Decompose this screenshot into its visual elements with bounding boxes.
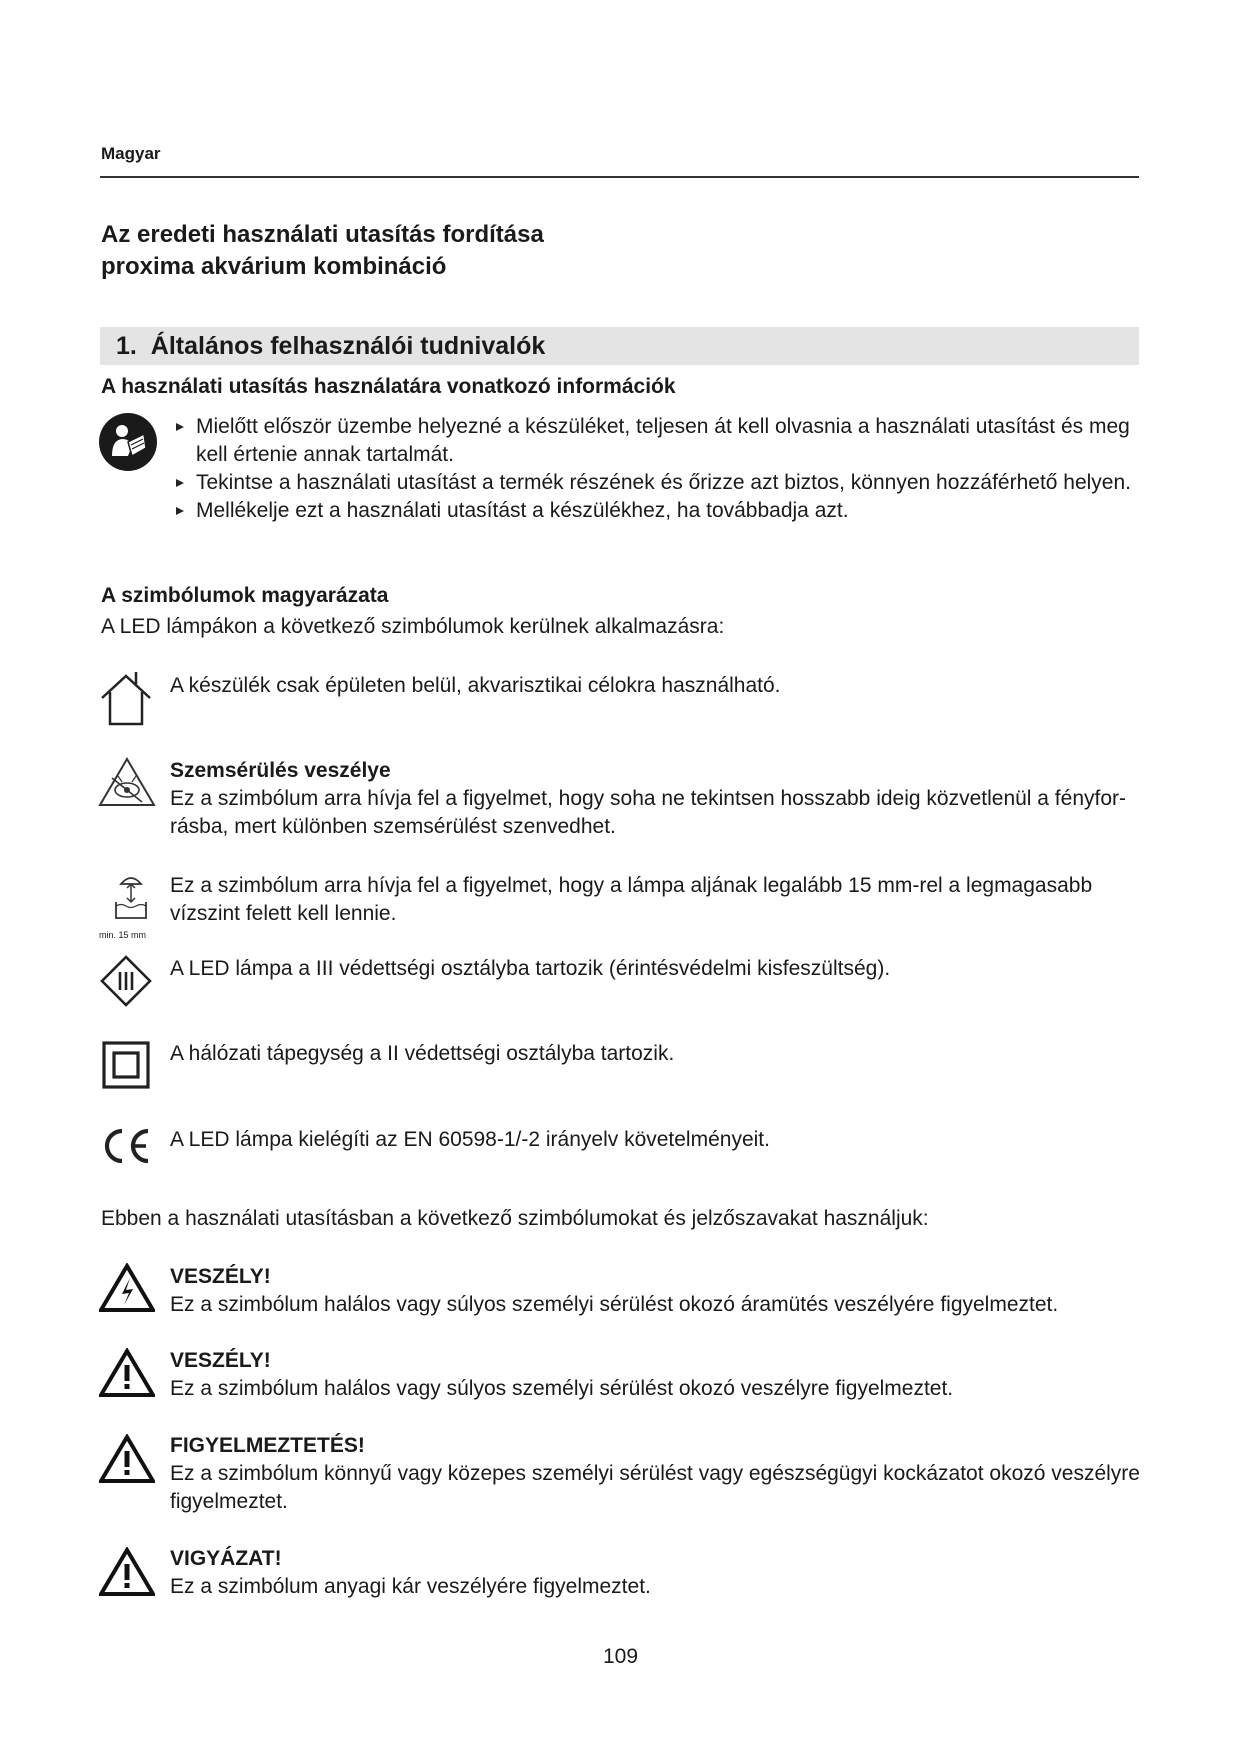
eye-hazard-icon <box>98 756 156 808</box>
section-title: Általános felhasználói tudnivalók <box>150 332 546 360</box>
section-heading <box>116 332 545 361</box>
language-label: Magyar <box>101 144 161 163</box>
signal-block <box>170 1545 1145 1601</box>
signal-word: VESZÉLY! <box>170 1265 271 1288</box>
symbol-title: Szemsérülés veszélye <box>170 759 391 782</box>
page-number: 109 <box>602 1645 639 1668</box>
list-item: Mellékelje ezt a használati utasítást a készülékhez, ha továbbadja azt. <box>174 497 1144 525</box>
section-number: 1. <box>116 332 137 360</box>
list-item: Mielőtt először üzembe helyezné a készüléket, teljesen át kell olvasnia a használati utasítást és meg kell értenie annak tartalmát. <box>174 413 1144 469</box>
signal-word: VESZÉLY! <box>170 1349 271 1372</box>
document-title <box>101 219 544 283</box>
indoor-house-icon <box>98 670 154 728</box>
symbol-block <box>170 757 1145 841</box>
signal-description: Ez a szimbólum könnyű vagy közepes személyi sérülést vagy egészségügyi kockázatot okozó veszélyre figyelmeztet. <box>170 1462 1140 1513</box>
section-heading-bar <box>100 327 1139 365</box>
electric-warning-icon <box>99 1263 155 1313</box>
read-manual-icon <box>98 412 158 472</box>
signal-description: Ez a szimbólum anyagi kár veszélyére figyelmeztet. <box>170 1575 651 1598</box>
document-title-line2: proxima akvárium kombináció <box>101 253 447 280</box>
general-warning-icon <box>99 1547 155 1597</box>
signal-description: Ez a szimbólum halálos vagy súlyos személyi sérülést okozó veszélyre figyelmeztet. <box>170 1377 954 1400</box>
signal-block <box>170 1347 1145 1403</box>
protection-class-2-icon <box>102 1041 150 1089</box>
symbol-description: A hálózati tápegység a II védettségi osztályba tartozik. <box>170 1042 675 1065</box>
usage-info-heading: A használati utasítás használatára vonatkozó információk <box>101 375 676 398</box>
signal-words-intro: Ebben a használati utasításban a következő szimbólumokat és jelzőszavakat használjuk: <box>101 1207 929 1230</box>
signal-word: FIGYELMEZTETÉS! <box>170 1434 365 1457</box>
protection-class-3-icon <box>100 955 152 1007</box>
symbol-description: Ez a szimbólum arra hívja fel a figyelmet, hogy soha ne tekintsen hosszabb ideig közvetlenül a fényfor-rásba, mert különben szemsérülést szenvedhet. <box>170 787 1127 838</box>
symbols-intro: A LED lámpákon a következő szimbólumok kerülnek alkalmazásra: <box>101 615 725 638</box>
usage-info-bullets <box>174 413 1144 525</box>
signal-block <box>170 1263 1145 1319</box>
signal-description: Ez a szimbólum halálos vagy súlyos személyi sérülést okozó áramütés veszélyére figyelmeztet. <box>170 1293 1059 1316</box>
min-distance-label: min. 15 mm <box>99 930 147 940</box>
signal-word: VIGYÁZAT! <box>170 1547 282 1570</box>
symbol-description: Ez a szimbólum arra hívja fel a figyelmet, hogy a lámpa aljának legalább 15 mm-rel a legmagasabb vízszint felett kell lennie. <box>170 874 1093 925</box>
document-title-line1: Az eredeti használati utasítás fordítása <box>101 221 544 248</box>
symbols-heading: A szimbólumok magyarázata <box>101 584 389 607</box>
signal-block <box>170 1432 1145 1516</box>
symbol-description: A készülék csak épületen belül, akvarisztikai célokra használható. <box>170 674 781 697</box>
symbol-description: A LED lámpa kielégíti az EN 60598-1/-2 irányelv követelményeit. <box>170 1128 770 1151</box>
symbol-description: A LED lámpa a III védettségi osztályba tartozik (érintésvédelmi kisfeszültség). <box>170 957 891 980</box>
general-warning-icon <box>99 1434 155 1484</box>
min-distance-icon <box>112 872 150 926</box>
list-item: Tekintse a használati utasítást a termék részének és őrizze azt biztos, könnyen hozzáférhető helyen. <box>174 469 1144 497</box>
general-warning-icon <box>99 1348 155 1398</box>
header-rule <box>100 176 1139 178</box>
ce-mark-icon <box>100 1126 154 1166</box>
